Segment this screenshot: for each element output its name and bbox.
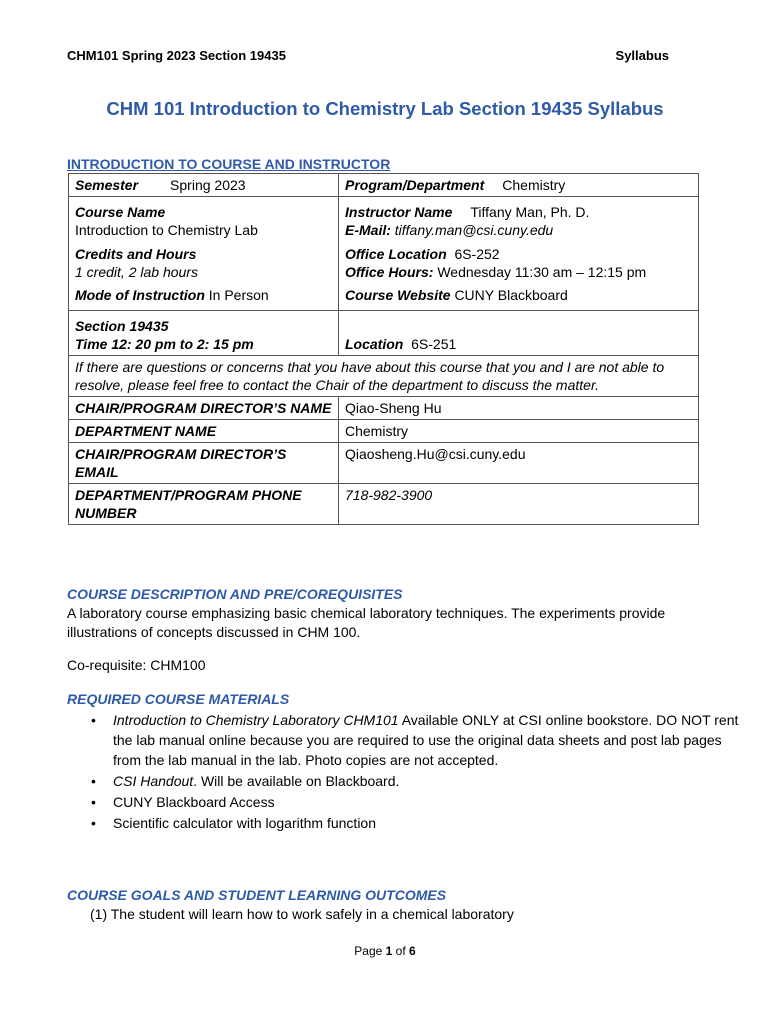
program-label: Program/Department [345, 177, 485, 193]
office-hours-value: Wednesday 11:30 am – 12:15 pm [437, 264, 647, 280]
course-name-label: Course Name [75, 204, 166, 220]
course-name-cell [69, 197, 339, 242]
table-row [69, 443, 699, 484]
credits-label: Credits and Hours [75, 246, 197, 262]
mode-label: Mode of Instruction [75, 287, 205, 303]
chair-email-value[interactable]: Qiaosheng.Hu@csi.cuny.edu [339, 443, 699, 484]
location-cell [339, 311, 699, 356]
office-hours-label: Office Hours: [345, 264, 434, 280]
instructor-value: Tiffany Man, Ph. D. [470, 204, 590, 220]
table-row [69, 283, 699, 311]
program-value: Chemistry [502, 177, 566, 193]
table-row [69, 241, 699, 283]
credits-value: 1 credit, 2 lab hours [75, 264, 198, 280]
location-value: 6S-251 [411, 336, 457, 352]
page-word: Page [354, 944, 386, 958]
description-heading: COURSE DESCRIPTION AND PRE/COREQUISITES [67, 586, 403, 602]
table-row [69, 420, 699, 443]
time-label: Time 12: 20 pm to 2: 15 pm [75, 336, 254, 352]
intro-heading: INTRODUCTION TO COURSE AND INSTRUCTOR [67, 156, 391, 172]
corequisite-text: Co-requisite: CHM100 [67, 657, 206, 673]
phone-label: DEPARTMENT/PROGRAM PHONE NUMBER [69, 484, 339, 525]
semester-value: Spring 2023 [170, 177, 246, 193]
header-course: CHM101 Spring 2023 Section 19435 [67, 48, 286, 63]
section-cell [69, 311, 339, 356]
website-label: Course Website [345, 287, 451, 303]
table-row [69, 356, 699, 397]
list-item: • CUNY Blackboard Access [113, 792, 753, 812]
table-row [69, 397, 699, 420]
handout-title: CSI Handout [113, 773, 194, 789]
website-cell [339, 283, 699, 311]
mode-cell [69, 283, 339, 311]
list-item [113, 710, 753, 770]
concerns-text: If there are questions or concerns that you have about this course that you and I are not able to resolve, please feel free to contact the Chair of the department to discuss the matter. [69, 356, 699, 397]
table-row [69, 174, 699, 197]
website-value[interactable]: CUNY Blackboard [454, 287, 568, 303]
page-footer [0, 944, 770, 958]
lab-manual-title: Introduction to Chemistry Laboratory CHM101 [113, 712, 399, 728]
dept-name-label: DEPARTMENT NAME [69, 420, 339, 443]
mode-value: In Person [208, 287, 269, 303]
handout-text: . Will be available on Blackboard. [193, 773, 400, 789]
instructor-label: Instructor Name [345, 204, 453, 220]
table-row [69, 197, 699, 242]
chair-email-label: CHAIR/PROGRAM DIRECTOR’S EMAIL [69, 443, 339, 484]
email-label: E-Mail: [345, 222, 391, 238]
lab-manual-text: Available ONLY at CSI online bookstore. DO NOT rent the lab manual online because you are required to use the original data sheets and post lab pages from the lab manual in the lab. Photo copies are not accepted. [113, 712, 739, 768]
materials-heading: REQUIRED COURSE MATERIALS [67, 691, 290, 707]
table-row [69, 311, 699, 356]
of-word: of [392, 944, 410, 958]
dept-name-value: Chemistry [339, 420, 699, 443]
page-title: CHM 101 Introduction to Chemistry Lab Section 19435 Syllabus [106, 98, 664, 119]
section-label: Section 19435 [75, 318, 169, 334]
course-info-table [68, 173, 699, 525]
goals-heading: COURSE GOALS AND STUDENT LEARNING OUTCOMES [67, 887, 447, 903]
header-doc-type: Syllabus [615, 48, 669, 63]
semester-cell [69, 174, 339, 197]
course-name-value: Introduction to Chemistry Lab [75, 222, 258, 238]
chair-name-value: Qiao-Sheng Hu [339, 397, 699, 420]
semester-label: Semester [75, 177, 139, 193]
office-cell [339, 241, 699, 283]
current-page: 1 [385, 944, 393, 958]
email-value[interactable]: tiffany.man@csi.cuny.edu [394, 222, 554, 238]
office-location-label: Office Location [345, 246, 447, 262]
description-text: A laboratory course emphasizing basic chemical laboratory techniques. The experiments provide illustrations of concepts discussed in CHM 100. [67, 605, 666, 640]
credits-cell [69, 241, 339, 283]
location-label: Location [345, 336, 404, 352]
list-item: • Scientific calculator with logarithm function [113, 813, 753, 833]
office-location-value: 6S-252 [454, 246, 500, 262]
total-pages: 6 [409, 944, 416, 958]
table-row [69, 484, 699, 525]
instructor-cell [339, 197, 699, 242]
list-item [113, 771, 753, 791]
materials-list [67, 710, 753, 834]
phone-value: 718-982-3900 [339, 484, 699, 525]
chair-name-label: CHAIR/PROGRAM DIRECTOR’S NAME [69, 397, 339, 420]
program-cell [339, 174, 699, 197]
goal-item: (1) The student will learn how to work safely in a chemical laboratory [90, 906, 514, 922]
